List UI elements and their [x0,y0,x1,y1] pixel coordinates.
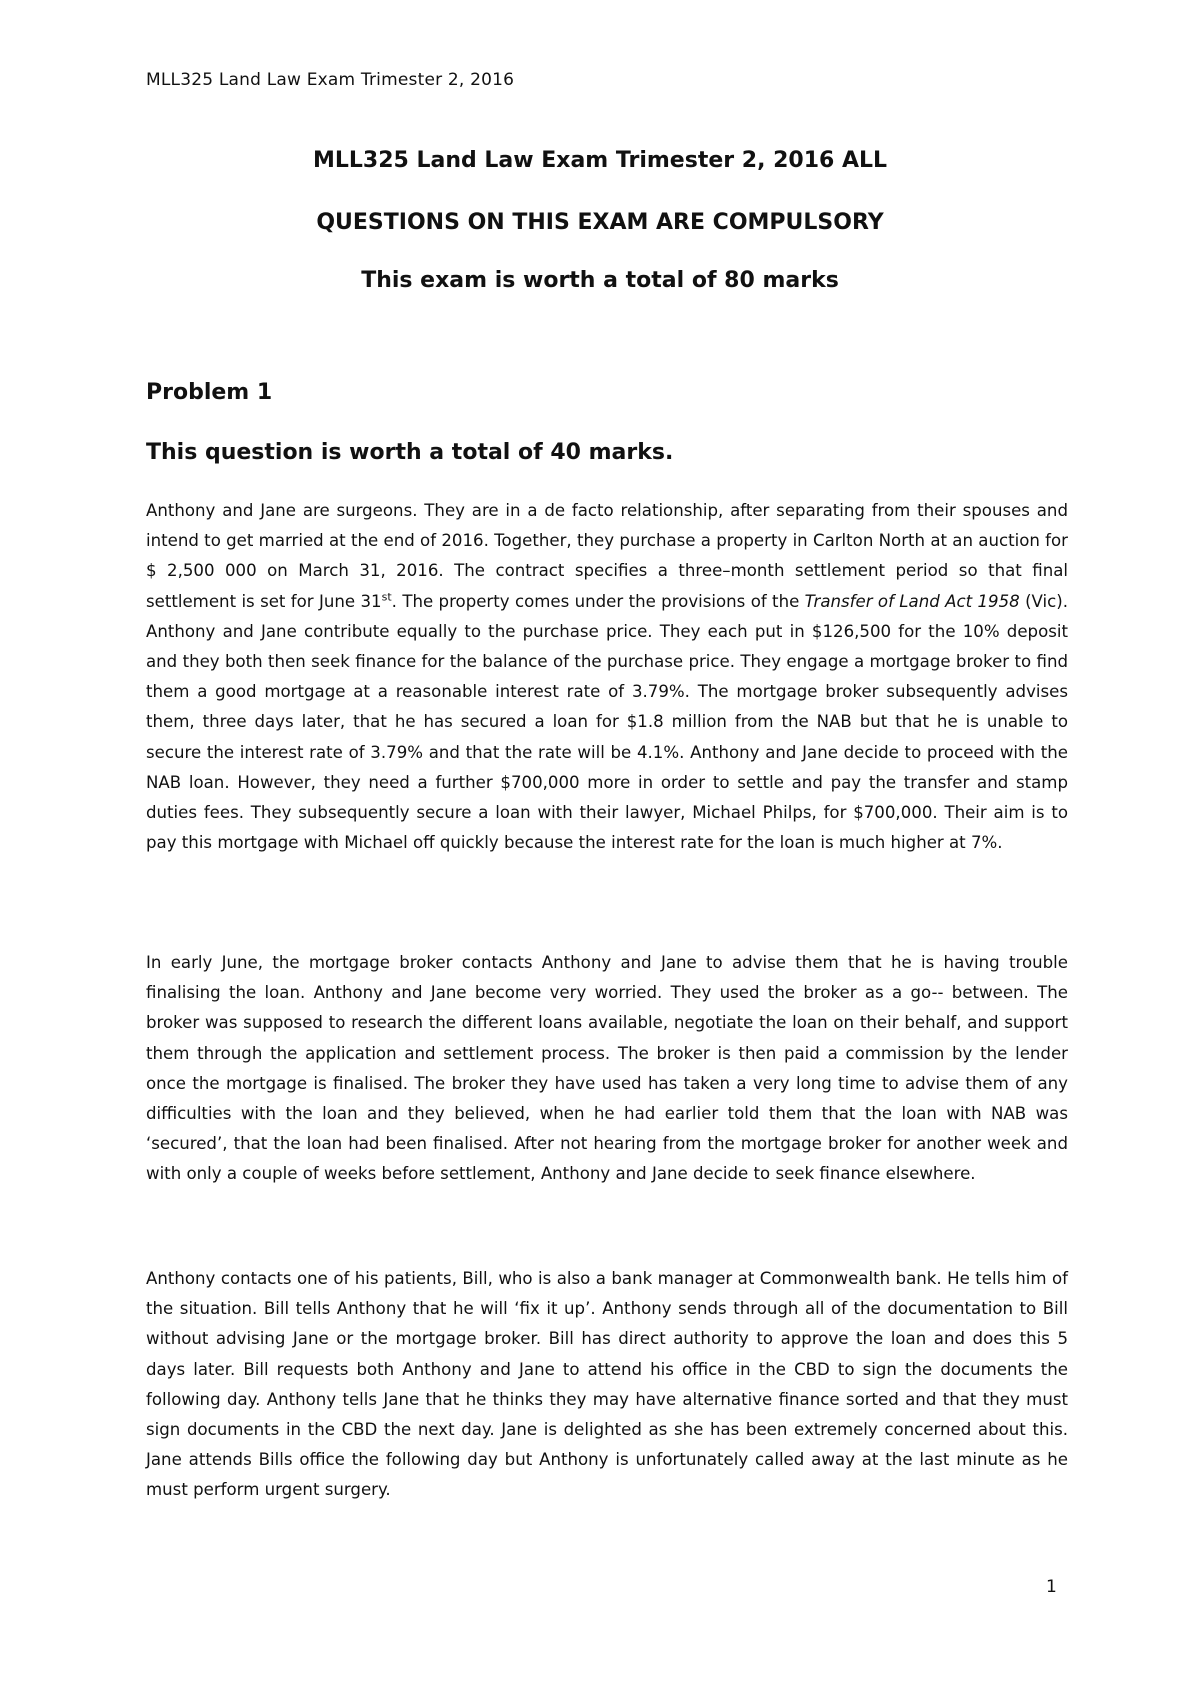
act-title: Transfer of Land Act 1958 [804,591,1020,611]
compulsory-notice: QUESTIONS ON THIS EXAM ARE COMPULSORY [316,210,884,235]
problem-heading: Problem 1 [146,380,273,405]
paragraph-2: In early June, the mortgage broker contacts Anthony and Jane to advise them that he is having trouble finalising the loan. Anthony and Jane become very worried. They used the broker as a go-- between. The broker was supposed to research the different loans available, negotiate the loan on their behalf, and support them through the application and settlement process. The broker is then paid a commission by the lender once the mortgage is finalised. The broker they have used has taken a very long time to advise them of any difficulties with the loan and they believed, when he had earlier told them that the loan with NAB was ‘secured’, that the loan had been finalised. After not hearing from the mortgage broker for another week and with only a couple of weeks before settlement, Anthony and Jane decide to seek finance elsewhere. [146,953,1068,1184]
exam-title: MLL325 Land Law Exam Trimester 2, 2016 ALL [312,148,888,173]
paragraph-1-part-1: Anthony and Jane are surgeons. They are in a de facto relationship, after separating from their spouses and intend to get married at the end of 2016. Together, they purchase a property in Carlton North at an auction for $ 2,500 000 on March 31, 2016. The contract specifies a three–month settlement period so that final settlement is set for June 31 [146,501,1068,611]
total-marks-notice: This exam is worth a total of 80 marks [361,268,839,293]
running-header: MLL325 Land Law Exam Trimester 2, 2016 [146,70,515,90]
paragraph-1 [146,496,1068,858]
ordinal-suffix: st [381,590,392,604]
paragraph-3: Anthony contacts one of his patients, Bill, who is also a bank manager at Commonwealth bank. He tells him of the situation. Bill tells Anthony that he will ‘fix it up’. Anthony sends through all of the documentation to Bill without advising Jane or the mortgage broker. Bill has direct authority to approve the loan and does this 5 days later. Bill requests both Anthony and Jane to attend his office in the CBD to sign the documents the following day. Anthony tells Jane that he thinks they may have alternative finance sorted and that they must sign documents in the CBD the next day. Jane is delighted as she has been extremely concerned about this. Jane attends Bills office the following day but Anthony is unfortunately called away at the last minute as he must perform urgent surgery. [146,1269,1068,1500]
question-marks-heading: This question is worth a total of 40 marks. [146,440,674,465]
page-number: 1 [1046,1577,1057,1597]
paragraph-1-part-3: (Vic). Anthony and Jane contribute equally to the purchase price. They each put in $126,500 for the 10% deposit and they both then seek finance for the balance of the purchase price. They engage a mortgage broker to find them a good mortgage at a reasonable interest rate of 3.79%. The mortgage broker subsequently advises them, three days later, that he has secured a loan for $1.8 million from the NAB but that he is unable to secure the interest rate of 3.79% and that the rate will be 4.1%. Anthony and Jane decide to proceed with the NAB loan. However, they need a further $700,000 more in order to settle and pay the transfer and stamp duties fees. They subsequently secure a loan with their lawyer, Michael Philps, for $700,000. Their aim is to pay this mortgage with Michael off quickly because the interest rate for the loan is much higher at 7%. [146,591,1069,853]
paragraph-1-part-2: . The property comes under the provisions of the [391,591,805,611]
